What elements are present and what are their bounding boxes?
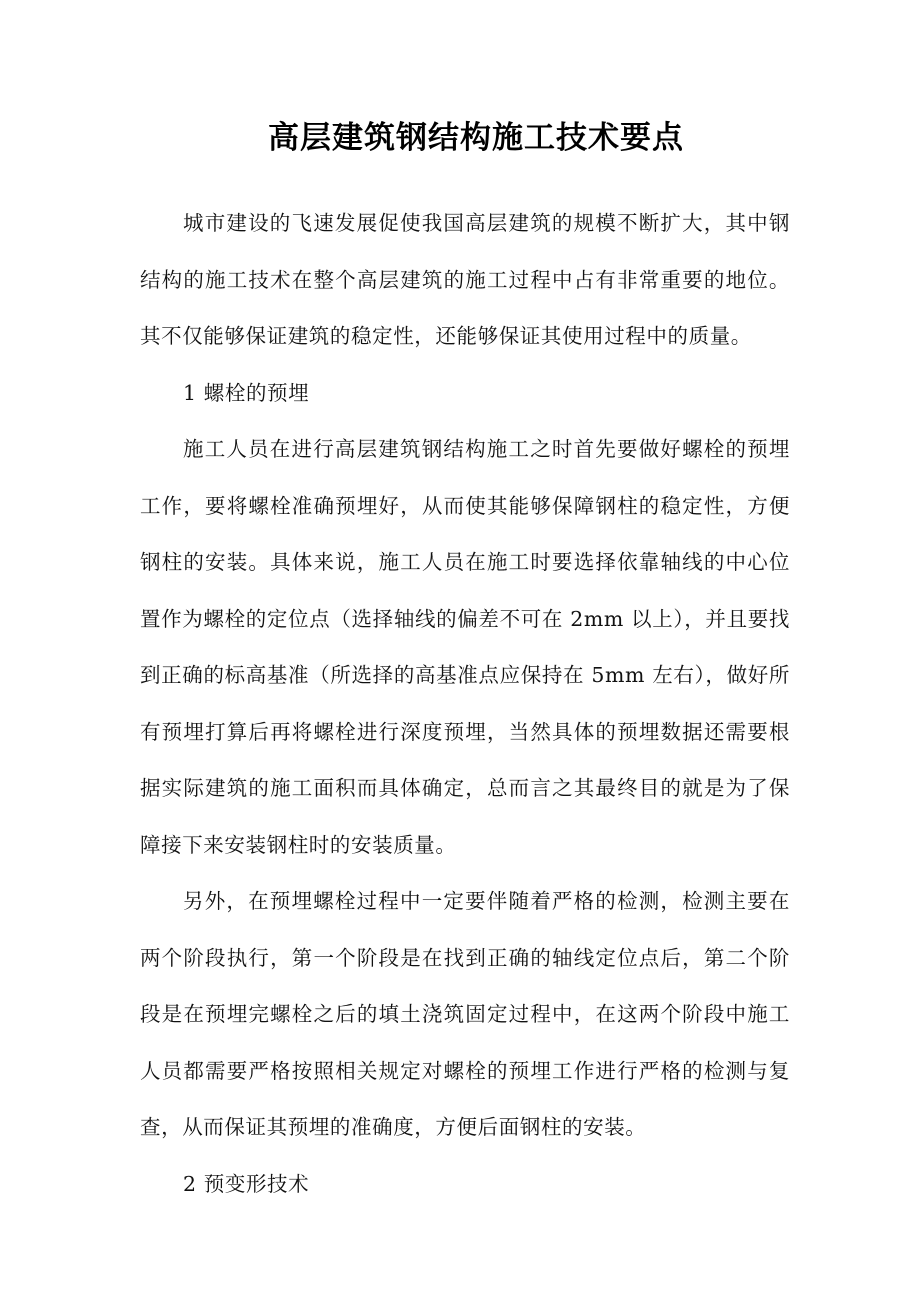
section-1-paragraph-1: 施工人员在进行高层建筑钢结构施工之时首先要做好螺栓的预埋工作，要将螺栓准确预埋好，从而使其能够保障钢柱的稳定性，方便钢柱的安装。具体来说，施工人员在施工时要选择依靠轴线的中心位置作为螺栓的定位点（选择轴线的偏差不可在 2mm 以上），并且要找到正确的标高基准（所选择的高基准点应保持在 5mm 左右），做好所有预埋打算后再将螺栓进行深度预埋，当然具体的预埋数据还需要根据实际建筑的施工面积而具体确定，总而言之其最终目的就是为了保障接下来安装钢柱时的安装质量。 bbox=[140, 437, 790, 857]
section-heading-1: 1 螺栓的预埋 bbox=[183, 380, 310, 405]
document-title: 高层建筑钢结构施工技术要点 bbox=[268, 120, 684, 156]
section-heading-2: 2 预变形技术 bbox=[183, 1171, 310, 1196]
intro-paragraph: 城市建设的飞速发展促使我国高层建筑的规模不断扩大，其中钢结构的施工技术在整个高层建筑的施工过程中占有非常重要的地位。其不仅能够保证建筑的稳定性，还能够保证其使用过程中的质量。 bbox=[140, 211, 790, 348]
section-1-paragraph-2: 另外，在预埋螺栓过程中一定要伴随着严格的检测，检测主要在两个阶段执行，第一个阶段是在找到正确的轴线定位点后，第二个阶段是在预埋完螺栓之后的填土浇筑固定过程中，在这两个阶段中施工人员都需要严格按照相关规定对螺栓的预埋工作进行严格的检测与复查，从而保证其预埋的准确度，方便后面钢柱的安装。 bbox=[140, 889, 790, 1139]
document-body bbox=[140, 195, 790, 1212]
